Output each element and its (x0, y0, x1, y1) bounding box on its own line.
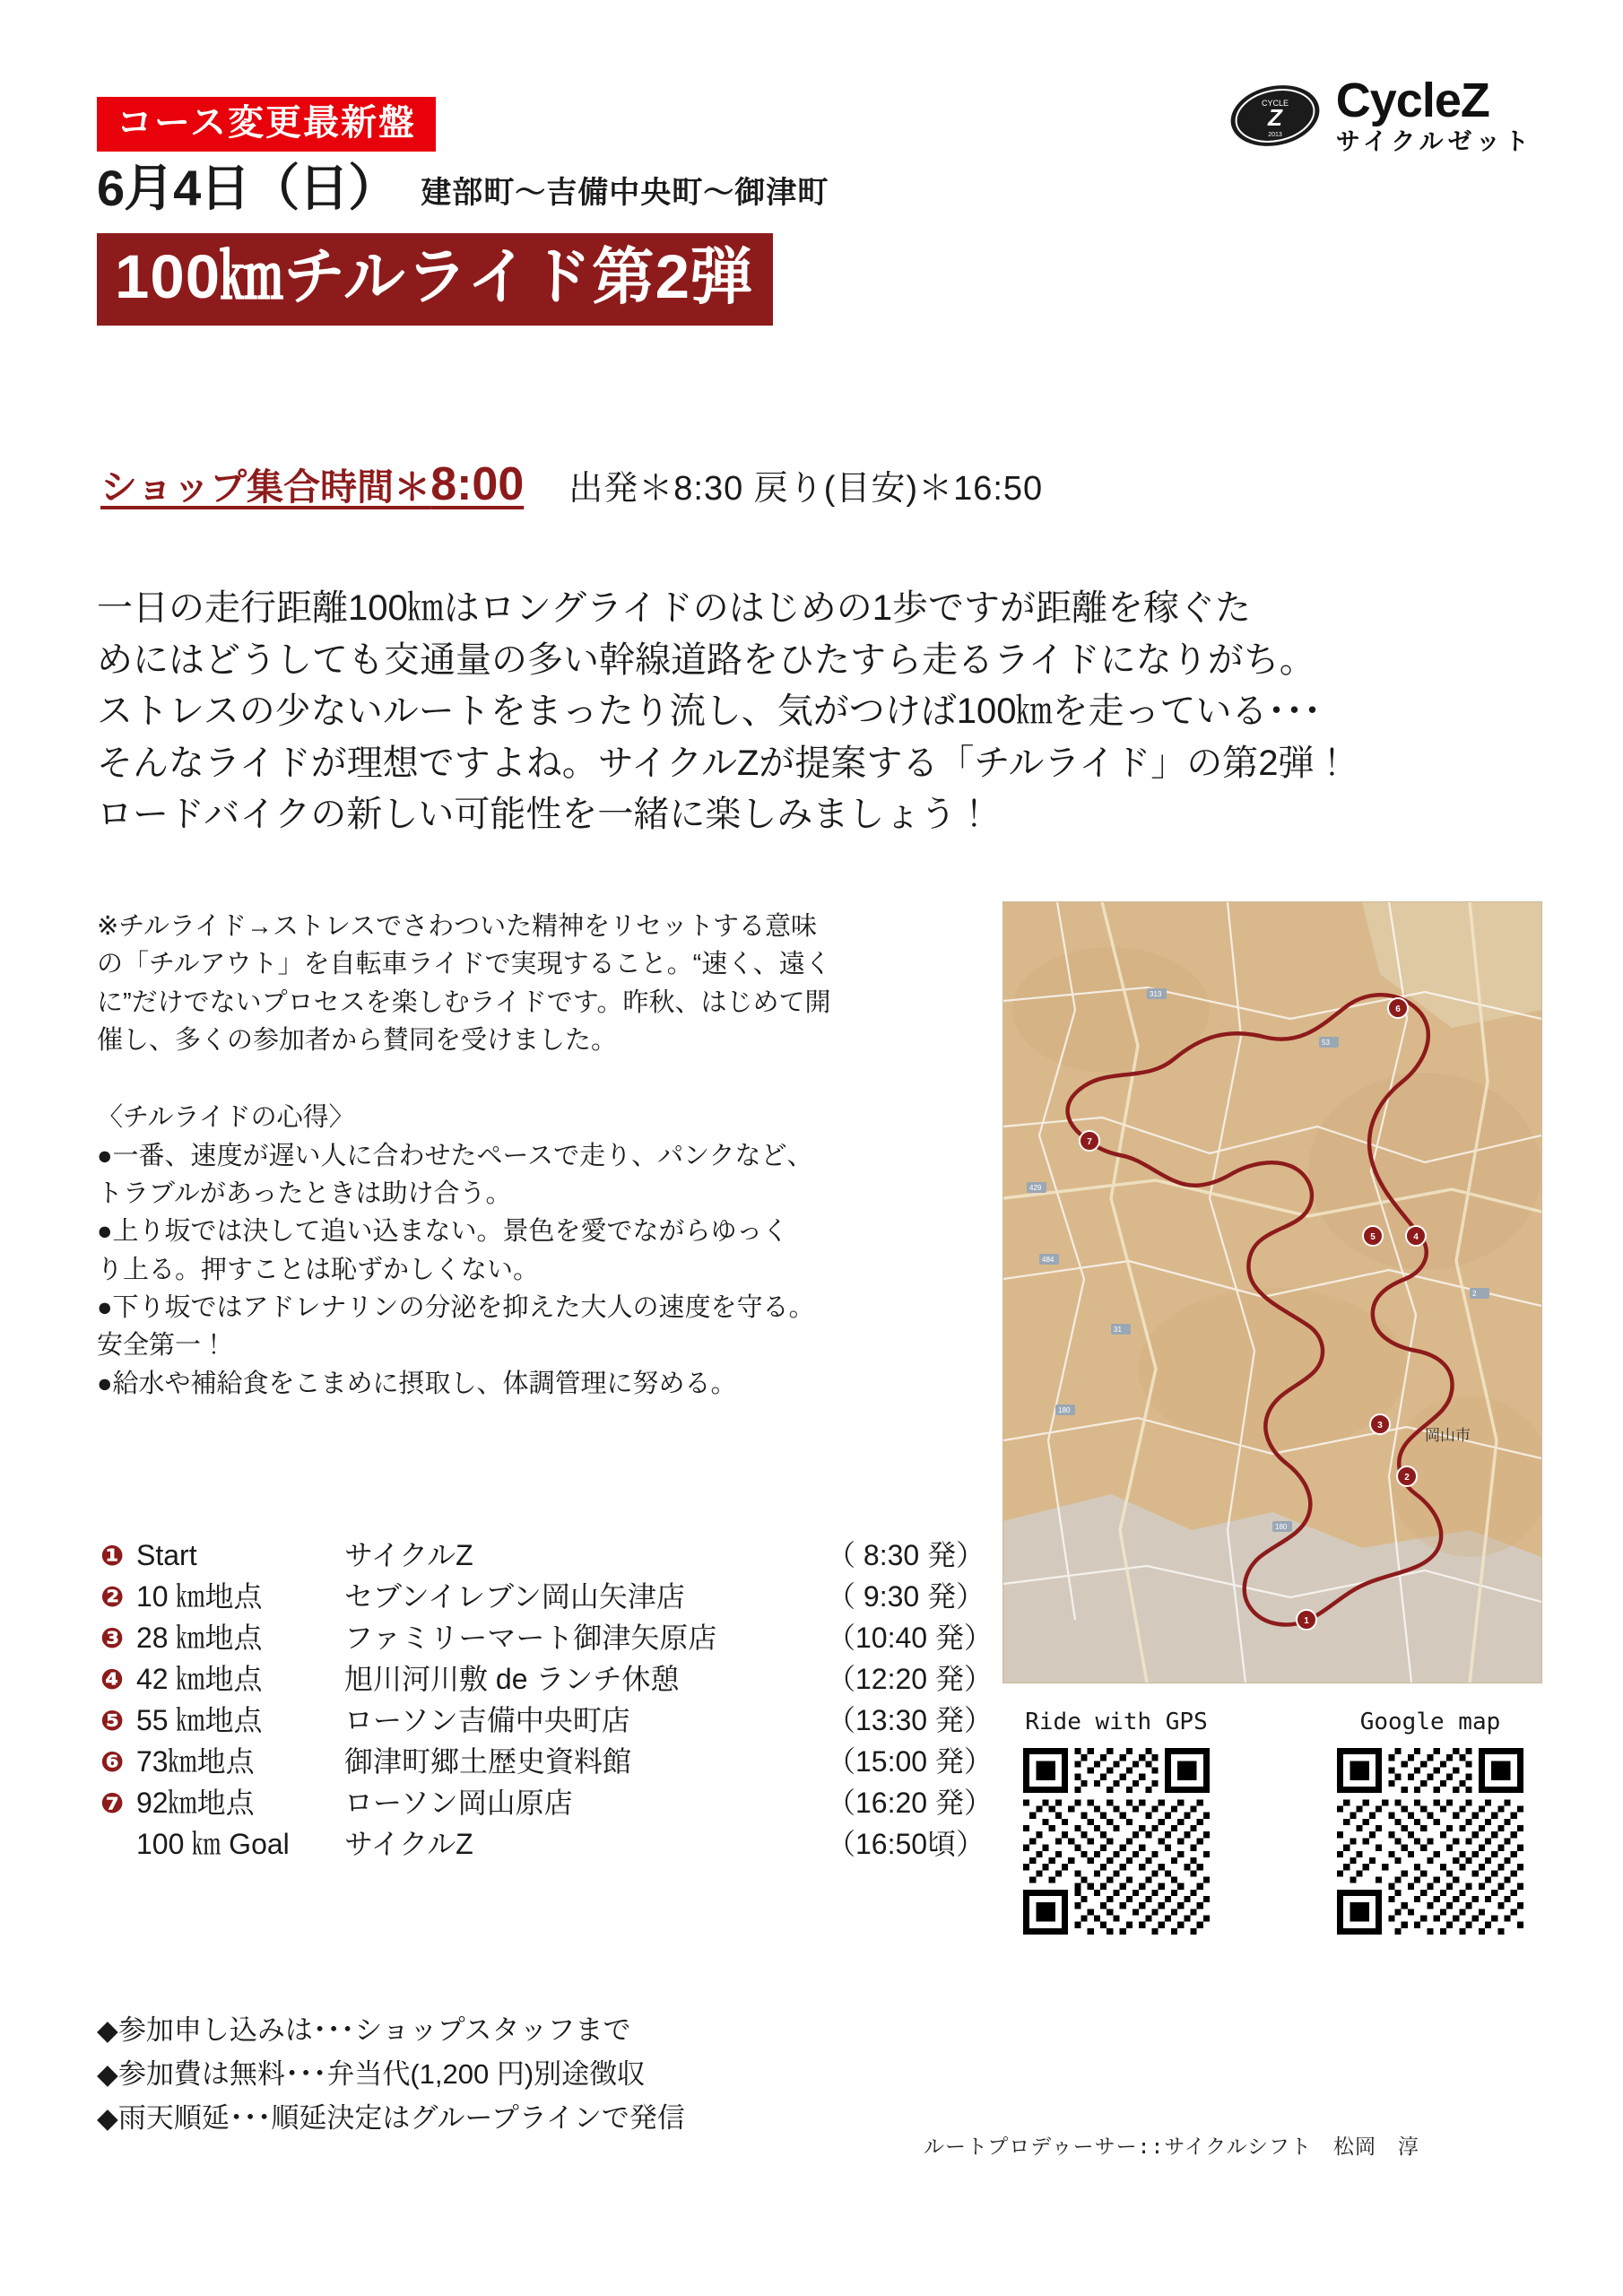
svg-text:Z: Z (1267, 103, 1282, 131)
checkpoint-distance: 55 ㎞地点 (136, 1704, 263, 1736)
checkpoint-distance: 100 ㎞ Goal (136, 1828, 290, 1860)
table-row (100, 1747, 1051, 1776)
qr-googlemap-code[interactable] (1337, 1748, 1523, 1935)
rules-line-3: ●上り坂では決して追い込まない。景色を愛でながらゆっく (97, 1217, 789, 1247)
svg-text:2013: 2013 (1267, 131, 1282, 138)
checkpoint-name: ファミリーマート御津矢原店 (344, 1622, 717, 1654)
checkpoint-distance: Start (136, 1539, 197, 1571)
rules-line-4: り上る。押すことは恥ずかしくない。 (97, 1255, 540, 1284)
route-producer-credit: ルートプロデゥーサー::サイクルシフト 松岡 淳 (924, 2135, 1419, 2159)
brand-logo-text (1336, 76, 1533, 154)
note-line-4: 催し、多くの参加者から賛同を受けました。 (97, 1025, 618, 1055)
svg-text:180: 180 (1058, 1406, 1071, 1414)
lead-line-2: めにはどうしても交通量の多い幹線道路をひたすら走るライドになりがち。 (97, 639, 1315, 680)
schedule-row (100, 457, 1535, 511)
footer-line-2: ◆参加費は無料･･･弁当代(1,200 円)別途徴収 (97, 2057, 646, 2090)
rules-title: 〈チルライドの心得〉 (97, 1103, 355, 1133)
meeting-time-label: ショップ集合時間＊ (100, 466, 431, 508)
svg-text:6: 6 (1395, 1004, 1401, 1014)
note-line-3: に”だけでないプロセスを楽しむライドです。昨秋、はじめて開 (97, 987, 831, 1017)
checkpoint-distance: 42 ㎞地点 (136, 1663, 263, 1695)
table-row (100, 1582, 1051, 1611)
footer-line-1: ◆参加申し込みは･･･ショップスタッフまで (97, 2014, 631, 2046)
rules-line-6: 安全第一！ (97, 1331, 228, 1361)
body-left-column (97, 908, 994, 1403)
checkpoint-number: ❺ (100, 1705, 125, 1736)
checkpoint-list (100, 1541, 1051, 1871)
brand-name-kana: サイクルゼット (1335, 128, 1533, 155)
svg-text:5: 5 (1370, 1232, 1376, 1242)
svg-text:7: 7 (1087, 1137, 1092, 1147)
svg-text:484: 484 (1042, 1256, 1055, 1264)
svg-text:2: 2 (1404, 1473, 1410, 1483)
rules-line-2: トラブルがあったときは助け合う。 (97, 1178, 512, 1208)
table-row (100, 1623, 1051, 1652)
svg-text:2: 2 (1472, 1290, 1477, 1298)
svg-text:313: 313 (1150, 990, 1162, 998)
checkpoint-number: ❸ (100, 1622, 125, 1654)
checkpoint-name: 旭川河川敷 de ランチ休憩 (344, 1663, 680, 1695)
qr-googlemap[interactable] (1300, 1709, 1560, 1935)
page-title: 100㎞チルライド第2弾 (97, 233, 773, 326)
qr-ridewithgps[interactable] (986, 1709, 1246, 1935)
checkpoint-distance: 73㎞地点 (136, 1745, 255, 1778)
svg-text:3: 3 (1377, 1421, 1383, 1431)
checkpoint-time: （13:30 発） (827, 1704, 993, 1736)
lead-line-4: そんなライドが理想ですよね。サイクルZが提案する「チルライド」の第2弾！ (97, 743, 1350, 783)
table-row (100, 1706, 1051, 1735)
checkpoint-time: （ 9:30 発） (827, 1580, 985, 1613)
checkpoint-name: サイクルZ (344, 1539, 473, 1571)
route-map-svg (1003, 902, 1541, 1683)
table-row (100, 1665, 1051, 1693)
checkpoint-name: 御津町郷土歴史資料館 (344, 1745, 632, 1778)
footer-line-3: ◆雨天順延･･･順延決定はグループラインで発信 (97, 2101, 685, 2134)
lead-line-1: 一日の走行距離100㎞はロングライドのはじめの1歩ですが距離を稼ぐた (97, 588, 1251, 628)
lead-paragraph (97, 583, 1549, 841)
chill-ride-rules (97, 1099, 994, 1403)
brand-logo (1228, 76, 1533, 154)
checkpoint-distance: 92㎞地点 (136, 1787, 255, 1819)
departure-return-time: 出発＊8:30 戻り(目安)＊16:50 (568, 470, 1044, 508)
checkpoint-name: セブンイレブン岡山矢津店 (344, 1580, 685, 1613)
checkpoint-distance: 10 ㎞地点 (136, 1580, 263, 1613)
rules-line-5: ●下り坂ではアドレナリンの分泌を抑えた大人の速度を守る。 (97, 1292, 815, 1322)
checkpoint-number: ❶ (100, 1540, 125, 1571)
checkpoint-number: ❹ (100, 1664, 125, 1695)
qr-section (986, 1709, 1560, 1935)
brand-name: CycleZ (1335, 74, 1489, 127)
course-update-badge: コース変更最新盤 (97, 97, 436, 152)
table-row-goal (100, 1830, 1051, 1858)
route-towns: 建部町〜吉備中央町〜御津町 (421, 176, 829, 210)
meeting-time (100, 457, 524, 511)
svg-text:180: 180 (1275, 1523, 1288, 1531)
note-line-2: の「チルアウト」を自転車ライドで実現すること。“速く、遠く (97, 950, 831, 979)
svg-text:31: 31 (1114, 1326, 1122, 1334)
rules-line-1: ●一番、速度が遅い人に合わせたペースで走り、パンクなど、 (97, 1141, 813, 1170)
checkpoint-time: （12:20 発） (827, 1663, 993, 1695)
meeting-time-value: 8:00 (430, 458, 525, 510)
svg-text:53: 53 (1322, 1039, 1330, 1047)
svg-text:4: 4 (1413, 1232, 1419, 1242)
checkpoint-time: （16:20 発） (827, 1787, 993, 1819)
svg-text:岡山市: 岡山市 (1425, 1427, 1471, 1444)
table-row (100, 1788, 1051, 1817)
qr-ridewithgps-label: Ride with GPS (1025, 1709, 1208, 1735)
chill-ride-note (97, 908, 994, 1059)
checkpoint-time: （10:40 発） (827, 1622, 993, 1654)
footer-notes (97, 2009, 994, 2141)
checkpoint-distance: 28 ㎞地点 (136, 1622, 263, 1654)
route-map[interactable] (1002, 901, 1542, 1683)
lead-line-3: ストレスの少ないルートをまったり流し、気がつけば100㎞を走っている･･･ (97, 691, 1322, 732)
checkpoint-time: （15:00 発） (827, 1745, 993, 1778)
svg-text:1: 1 (1304, 1616, 1309, 1626)
lead-line-5: ロードバイクの新しい可能性を一緒に楽しみましょう！ (97, 795, 993, 835)
svg-text:429: 429 (1029, 1184, 1042, 1192)
event-date: 6月4日（日） (97, 160, 398, 216)
checkpoint-name: ローソン吉備中央町店 (344, 1704, 630, 1736)
cyclez-shield-icon (1228, 79, 1322, 152)
rules-line-7: ●給水や補給食をこまめに摂取し、体調管理に努める。 (97, 1369, 737, 1398)
qr-ridewithgps-code[interactable] (1023, 1748, 1210, 1935)
checkpoint-number: ❼ (100, 1787, 125, 1819)
note-line-1: ※チルライド→ストレスでさわついた精神をリセットする意味 (97, 912, 817, 941)
svg-text:CYCLE: CYCLE (1261, 98, 1289, 108)
checkpoint-number: ❻ (100, 1746, 125, 1778)
checkpoint-time: （16:50頃） (827, 1828, 985, 1860)
table-row (100, 1541, 1051, 1570)
checkpoint-name: サイクルZ (344, 1828, 473, 1860)
checkpoint-number: ❷ (100, 1581, 125, 1613)
date-line (97, 160, 829, 216)
checkpoint-time: （ 8:30 発） (827, 1539, 985, 1571)
checkpoint-name: ローソン岡山原店 (344, 1787, 573, 1819)
qr-googlemap-label: Google map (1359, 1709, 1501, 1735)
